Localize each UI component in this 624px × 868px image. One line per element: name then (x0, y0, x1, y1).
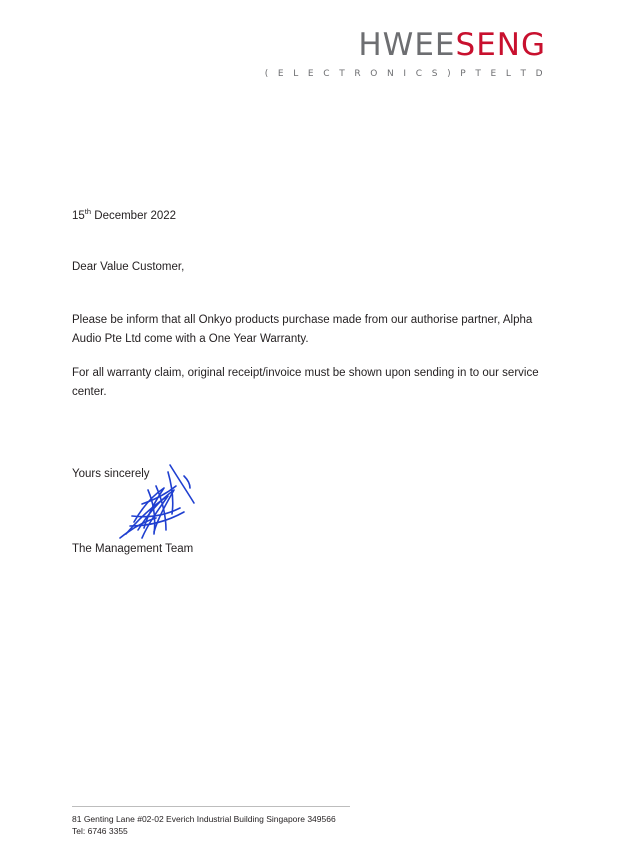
letter-paragraph-1: Please be inform that all Onkyo products purchase made from our authorise partner, Alpha Audio Pte Ltd come with a One Year Warranty. (72, 314, 533, 345)
date-rest: December 2022 (91, 209, 177, 222)
letter-body (72, 207, 550, 418)
document-footer (72, 806, 552, 839)
letter-closing: Yours sincerely (72, 468, 150, 480)
company-logo (265, 27, 546, 63)
letter-paragraph-2: For all warranty claim, original receipt/invoice must be shown upon sending in to our service center. (72, 367, 539, 399)
signature-block (72, 468, 372, 555)
logo-subtitle: ( E L E C T R O N I C S ) P T E L T D (264, 69, 546, 79)
letter-date (72, 207, 550, 225)
footer-divider (72, 806, 350, 807)
letterhead (264, 27, 546, 79)
letter-salutation: Dear Value Customer, (72, 260, 185, 273)
date-ordinal: th (84, 207, 92, 216)
footer-telephone: Tel: 6746 3355 (72, 826, 128, 837)
footer-address: 81 Genting Lane #02-02 Everich Industrial Building Singapore 349566 (72, 813, 336, 824)
date-day: 15 (72, 209, 85, 222)
signature-name: The Management Team (72, 543, 194, 555)
logo-text-hwee: HWEE (358, 27, 456, 63)
logo-text-seng: SENG (455, 27, 546, 63)
